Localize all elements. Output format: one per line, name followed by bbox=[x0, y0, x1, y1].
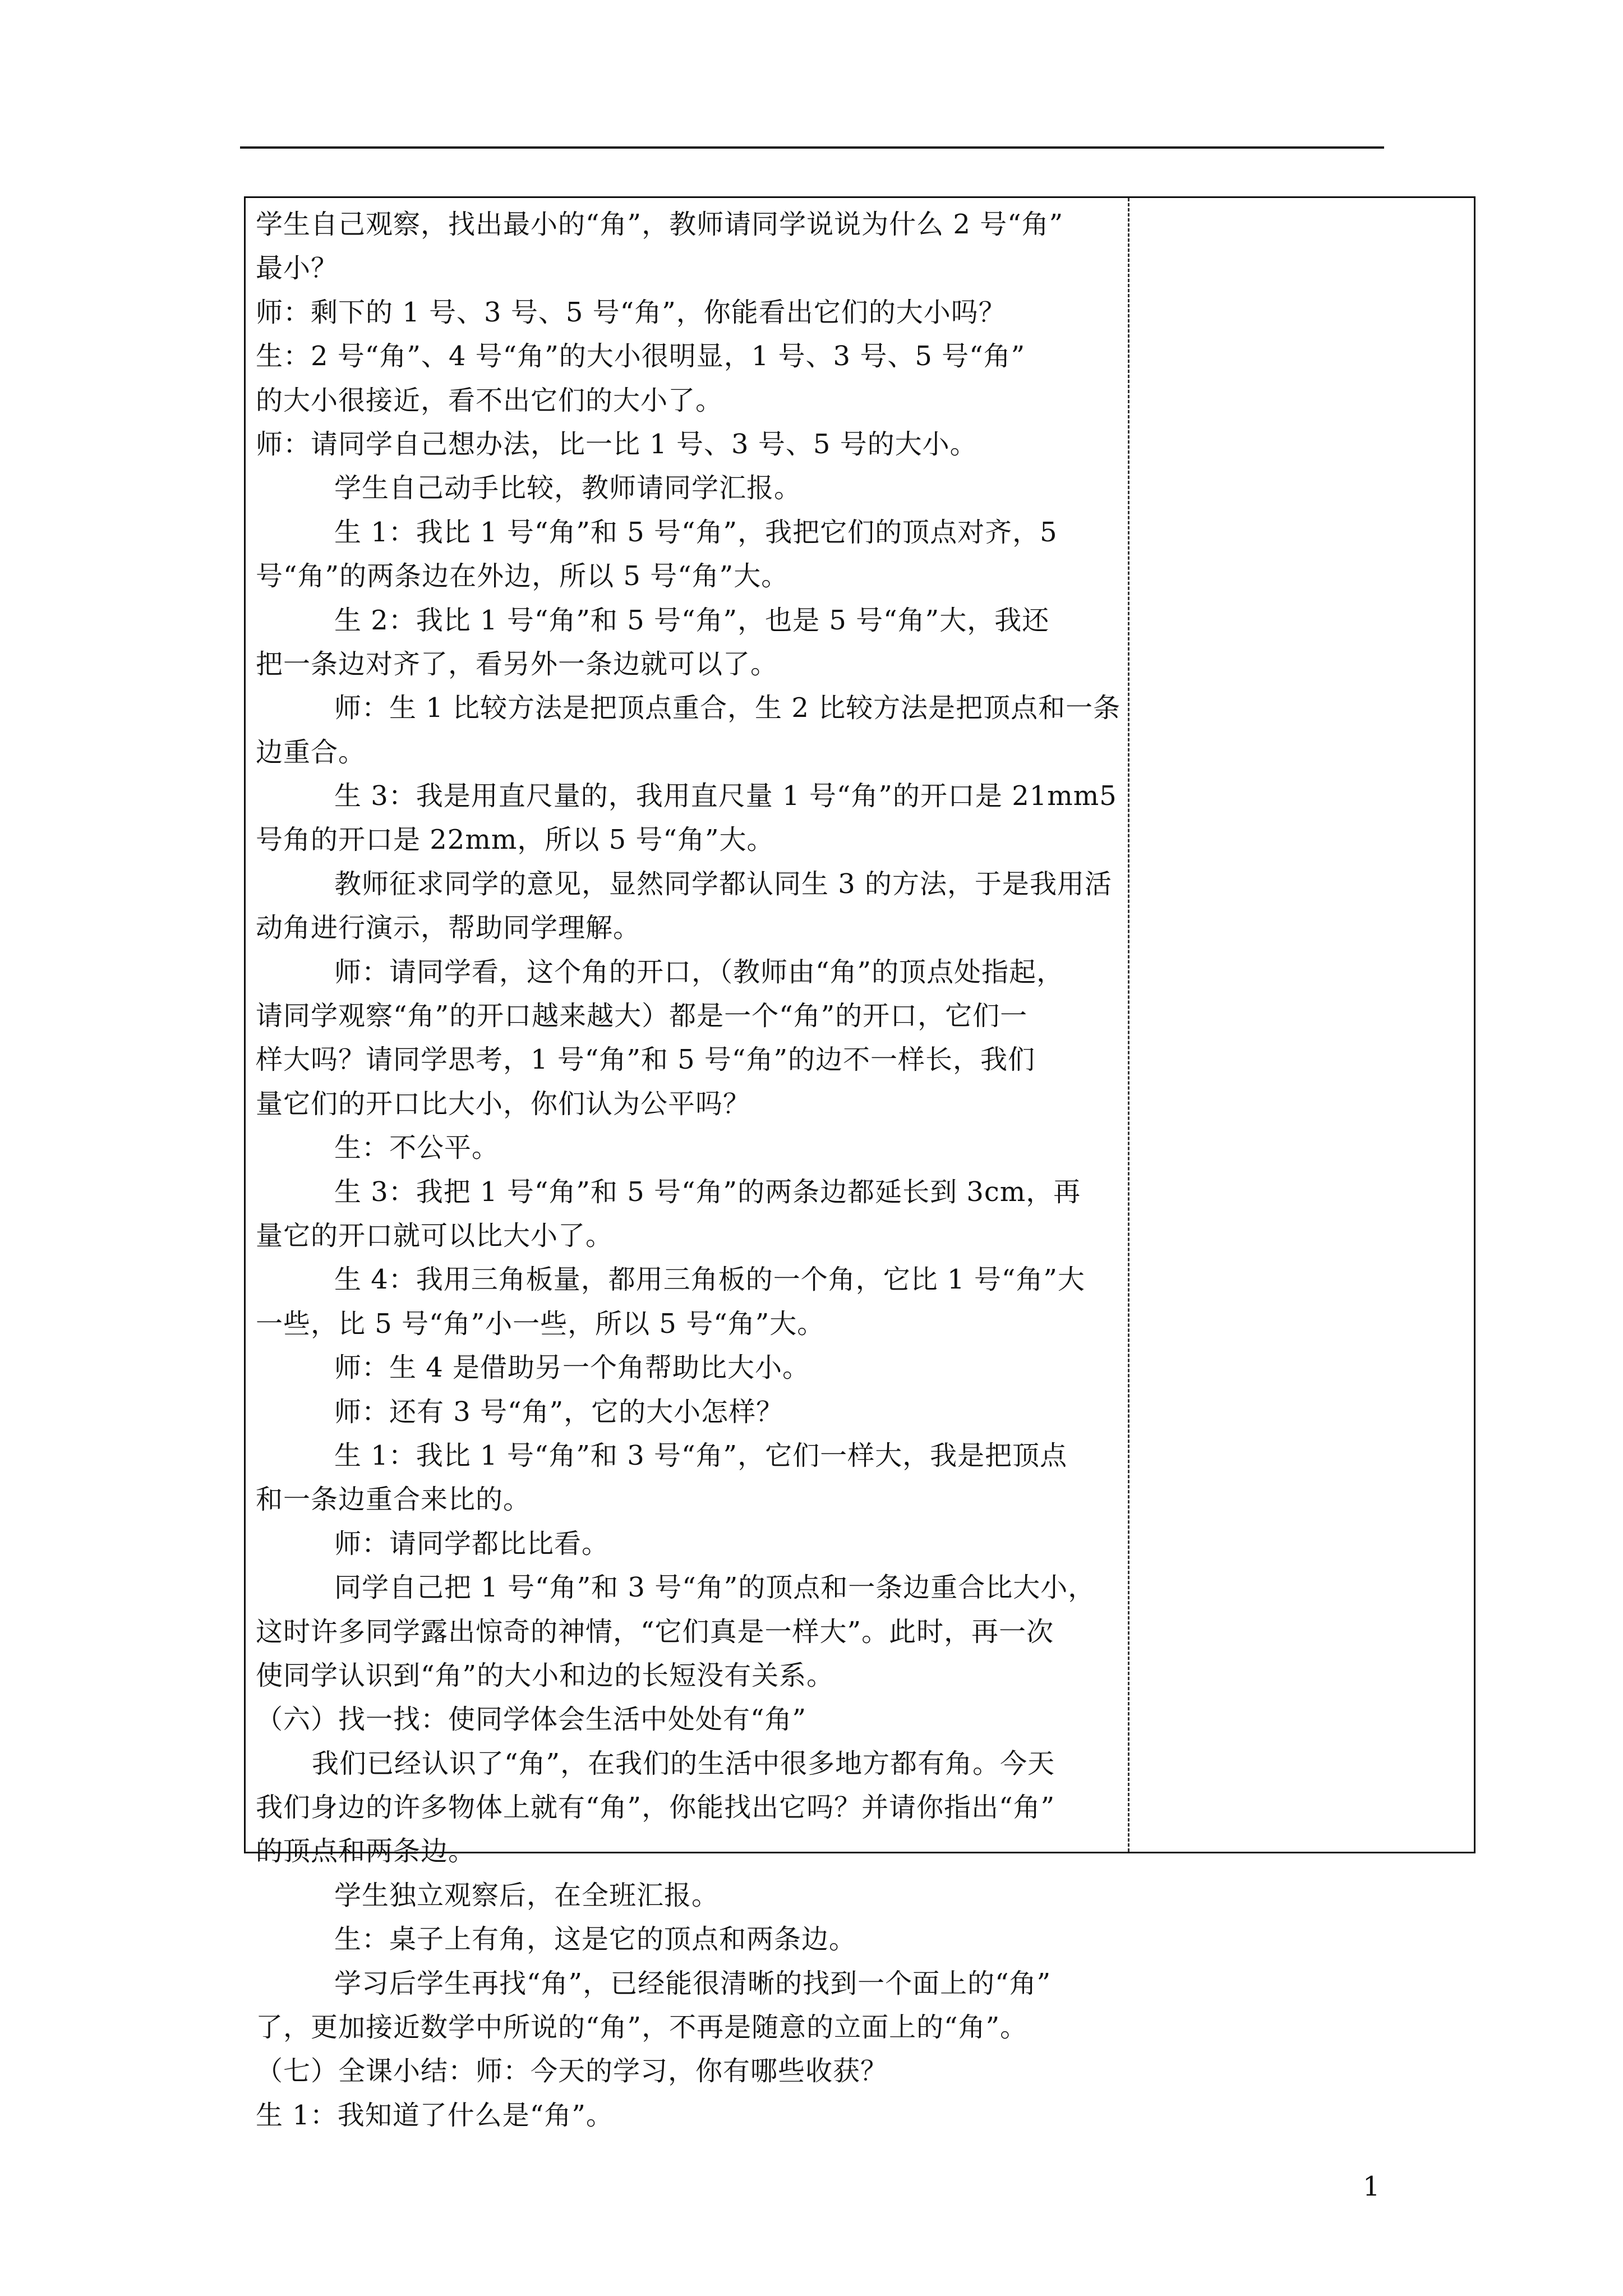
text-line: 师：请同学看，这个角的开口，（教师由“角”的顶点处指起， bbox=[334, 956, 1064, 988]
text-line: 生：桌子上有角，这是它的顶点和两条边。 bbox=[334, 1924, 857, 1955]
text-line: 边重合。 bbox=[256, 736, 366, 768]
text-line: 号角的开口是 22mm，所以 5 号“角”大。 bbox=[256, 824, 774, 856]
text-line: 请同学观察“角”的开口越来越大）都是一个“角”的开口，它们一 bbox=[256, 1000, 1028, 1032]
text-line: 生 4：我用三角板量，都用三角板的一个角，它比 1 号“角”大 bbox=[334, 1264, 1085, 1296]
text-line: 生：2 号“角”、4 号“角”的大小很明显，1 号、3 号、5 号“角” bbox=[256, 341, 1026, 372]
text-line: 的顶点和两条边。 bbox=[256, 1835, 476, 1867]
text-line: （六）找一找：使同学体会生活中处处有“角” bbox=[256, 1704, 807, 1736]
text-line: 把一条边对齐了，看另外一条边就可以了。 bbox=[256, 648, 778, 680]
notes-cell bbox=[1129, 198, 1474, 1852]
text-line: 了，更加接近数学中所说的“角”，不再是随意的立面上的“角”。 bbox=[256, 2012, 1028, 2044]
text-line: 动角进行演示，帮助同学理解。 bbox=[256, 912, 641, 944]
text-line: 量它们的开口比大小，你们认为公平吗？ bbox=[256, 1088, 751, 1120]
text-line: 生 1：我知道了什么是“角”。 bbox=[256, 2099, 614, 2131]
text-line: 我们身边的许多物体上就有“角”，你能找出它吗？并请你指出“角” bbox=[256, 1792, 1055, 1824]
text-line: 样大吗？请同学思考，1 号“角”和 5 号“角”的边不一样长，我们 bbox=[256, 1044, 1036, 1076]
text-line: 师：请同学都比比看。 bbox=[334, 1527, 610, 1559]
text-line: 学生独立观察后，在全班汇报。 bbox=[334, 1879, 720, 1911]
text-line: 最小？ bbox=[256, 252, 339, 284]
text-line: 学生自己观察，找出最小的“角”，教师请同学说说为什么 2 号“角” bbox=[256, 209, 1064, 240]
text-line: 师：生 1 比较方法是把顶点重合，生 2 比较方法是把顶点和一条 bbox=[334, 692, 1121, 724]
text-line: 生：不公平。 bbox=[334, 1132, 500, 1164]
text-line: 和一条边重合来比的。 bbox=[256, 1484, 531, 1516]
text-line: 号“角”的两条边在外边，所以 5 号“角”大。 bbox=[256, 560, 789, 592]
text-line: 学生自己动手比较，教师请同学汇报。 bbox=[334, 472, 802, 504]
text-line: 同学自己把 1 号“角”和 3 号“角”的顶点和一条边重合比大小， bbox=[334, 1572, 1096, 1604]
text-line: 一些，比 5 号“角”小一些，所以 5 号“角”大。 bbox=[256, 1308, 825, 1340]
page-number: 1 bbox=[1363, 2171, 1380, 2202]
text-line: 师：还有 3 号“角”，它的大小怎样？ bbox=[334, 1396, 784, 1428]
text-line: 这时许多同学露出惊奇的神情，“它们真是一样大”。此时，再一次 bbox=[256, 1616, 1054, 1648]
text-line: 师：剩下的 1 号、3 号、5 号“角”，你能看出它们的大小吗？ bbox=[256, 296, 1006, 328]
text-line: （七）全课小结：师：今天的学习，你有哪些收获？ bbox=[256, 2055, 888, 2087]
text-line: 生 3：我把 1 号“角”和 5 号“角”的两条边都延长到 3cm，再 bbox=[334, 1176, 1081, 1208]
text-line: 师：请同学自己想办法，比一比 1 号、3 号、5 号的大小。 bbox=[256, 428, 978, 460]
text-line: 生 1：我比 1 号“角”和 5 号“角”，我把它们的顶点对齐，5 bbox=[334, 516, 1058, 548]
text-line: 生 1：我比 1 号“角”和 3 号“角”，它们一样大，我是把顶点 bbox=[334, 1439, 1068, 1471]
text-line: 师：生 4 是借助另一个角帮助比大小。 bbox=[334, 1352, 810, 1384]
lesson-table bbox=[244, 196, 1476, 2131]
text-line: 量它的开口就可以比大小了。 bbox=[256, 1220, 614, 1251]
text-line: 使同学认识到“角”的大小和边的长短没有关系。 bbox=[256, 1659, 834, 1691]
header-rule bbox=[240, 146, 1384, 149]
text-line: 生 2：我比 1 号“角”和 5 号“角”，也是 5 号“角”大，我还 bbox=[334, 604, 1050, 636]
text-line: 学习后学生再找“角”，已经能很清晰的找到一个面上的“角” bbox=[334, 1967, 1052, 1999]
text-line: 我们已经认识了“角”，在我们的生活中很多地方都有角。今天 bbox=[312, 1747, 1055, 1779]
text-line: 教师征求同学的意见，显然同学都认同生 3 的方法，于是我用活 bbox=[334, 868, 1113, 900]
lesson-content-cell bbox=[246, 198, 1128, 2131]
text-line: 生 3：我是用直尺量的，我用直尺量 1 号“角”的开口是 21mm5 bbox=[334, 780, 1117, 812]
text-line: 的大小很接近，看不出它们的大小了。 bbox=[256, 384, 723, 416]
